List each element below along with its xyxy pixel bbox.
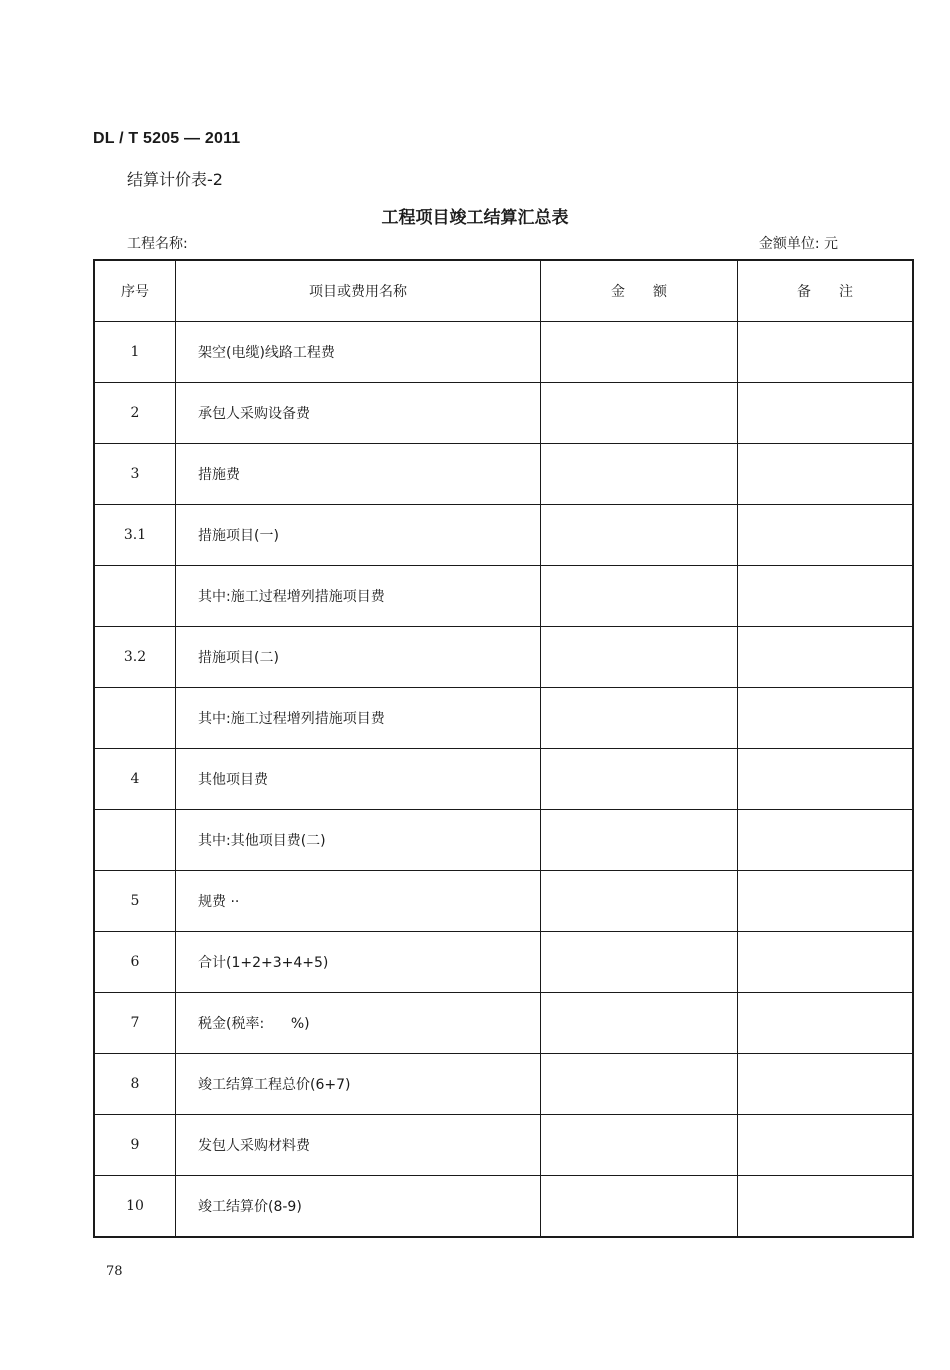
settlement-summary-table xyxy=(93,259,914,1238)
column-header-note: 备注 xyxy=(738,260,914,322)
table-row xyxy=(94,322,913,383)
row-amount-cell xyxy=(541,1115,738,1176)
row-amount-cell xyxy=(541,688,738,749)
row-amount-cell xyxy=(541,1176,738,1238)
row-number-cell: 3.1 xyxy=(94,505,176,566)
row-amount-cell xyxy=(541,871,738,932)
row-note-cell xyxy=(738,1176,914,1238)
row-name-cell: 税金(税率: %) xyxy=(176,993,541,1054)
row-number-cell: 6 xyxy=(94,932,176,993)
row-number-cell: 1 xyxy=(94,322,176,383)
amount-unit-label: 金额单位: 元 xyxy=(758,236,838,252)
row-number-cell: 2 xyxy=(94,383,176,444)
table-row xyxy=(94,749,913,810)
row-note-cell xyxy=(738,383,914,444)
row-number-cell xyxy=(94,566,176,627)
row-amount-cell xyxy=(541,810,738,871)
row-amount-cell xyxy=(541,627,738,688)
table-row xyxy=(94,1054,913,1115)
table-row xyxy=(94,871,913,932)
row-note-cell xyxy=(738,688,914,749)
row-note-cell xyxy=(738,505,914,566)
row-number-cell: 8 xyxy=(94,1054,176,1115)
row-number-cell: 4 xyxy=(94,749,176,810)
table-row xyxy=(94,993,913,1054)
row-number-cell: 3 xyxy=(94,444,176,505)
row-note-cell xyxy=(738,810,914,871)
row-name-cell: 其中:其他项目费(二) xyxy=(176,810,541,871)
row-number-cell: 7 xyxy=(94,993,176,1054)
row-name-cell: 规费 ·· xyxy=(176,871,541,932)
row-number-cell: 9 xyxy=(94,1115,176,1176)
row-amount-cell xyxy=(541,749,738,810)
standard-code: DL / T 5205 — 2011 xyxy=(93,130,241,147)
row-amount-cell xyxy=(541,383,738,444)
row-number-cell xyxy=(94,810,176,871)
row-amount-cell xyxy=(541,566,738,627)
row-name-cell: 措施项目(一) xyxy=(176,505,541,566)
page-number: 78 xyxy=(106,1264,123,1279)
row-note-cell xyxy=(738,1115,914,1176)
row-amount-cell xyxy=(541,444,738,505)
row-name-cell: 架空(电缆)线路工程费 xyxy=(176,322,541,383)
table-body xyxy=(94,322,913,1238)
column-header-no: 序号 xyxy=(94,260,176,322)
row-name-cell: 竣工结算价(8-9) xyxy=(176,1176,541,1238)
row-note-cell xyxy=(738,932,914,993)
table-id: 结算计价表-2 xyxy=(127,170,223,189)
row-amount-cell xyxy=(541,993,738,1054)
table-row xyxy=(94,444,913,505)
column-header-name: 项目或费用名称 xyxy=(176,260,541,322)
row-amount-cell xyxy=(541,505,738,566)
row-amount-cell xyxy=(541,1054,738,1115)
table-row xyxy=(94,688,913,749)
row-note-cell xyxy=(738,993,914,1054)
row-name-cell: 其中:施工过程增列措施项目费 xyxy=(176,566,541,627)
row-name-cell: 措施项目(二) xyxy=(176,627,541,688)
row-name-cell: 其中:施工过程增列措施项目费 xyxy=(176,688,541,749)
table-row xyxy=(94,1115,913,1176)
row-name-cell: 竣工结算工程总价(6+7) xyxy=(176,1054,541,1115)
table-row xyxy=(94,505,913,566)
row-number-cell: 5 xyxy=(94,871,176,932)
row-name-cell: 发包人采购材料费 xyxy=(176,1115,541,1176)
row-note-cell xyxy=(738,871,914,932)
row-name-cell: 承包人采购设备费 xyxy=(176,383,541,444)
table-row xyxy=(94,932,913,993)
table-row xyxy=(94,627,913,688)
row-number-cell xyxy=(94,688,176,749)
table-row xyxy=(94,383,913,444)
row-number-cell: 3.2 xyxy=(94,627,176,688)
row-amount-cell xyxy=(541,932,738,993)
table-header-row xyxy=(94,260,913,322)
document-title: 工程项目竣工结算汇总表 xyxy=(381,208,569,228)
row-amount-cell xyxy=(541,322,738,383)
row-note-cell xyxy=(738,1054,914,1115)
row-name-cell: 合计(1+2+3+4+5) xyxy=(176,932,541,993)
row-number-cell: 10 xyxy=(94,1176,176,1238)
project-name-label: 工程名称: xyxy=(127,236,188,252)
table-row xyxy=(94,566,913,627)
row-note-cell xyxy=(738,627,914,688)
column-header-amount: 金额 xyxy=(541,260,738,322)
table-row xyxy=(94,810,913,871)
table-row xyxy=(94,1176,913,1238)
row-name-cell: 其他项目费 xyxy=(176,749,541,810)
row-note-cell xyxy=(738,322,914,383)
row-note-cell xyxy=(738,749,914,810)
row-note-cell xyxy=(738,444,914,505)
row-note-cell xyxy=(738,566,914,627)
row-name-cell: 措施费 xyxy=(176,444,541,505)
